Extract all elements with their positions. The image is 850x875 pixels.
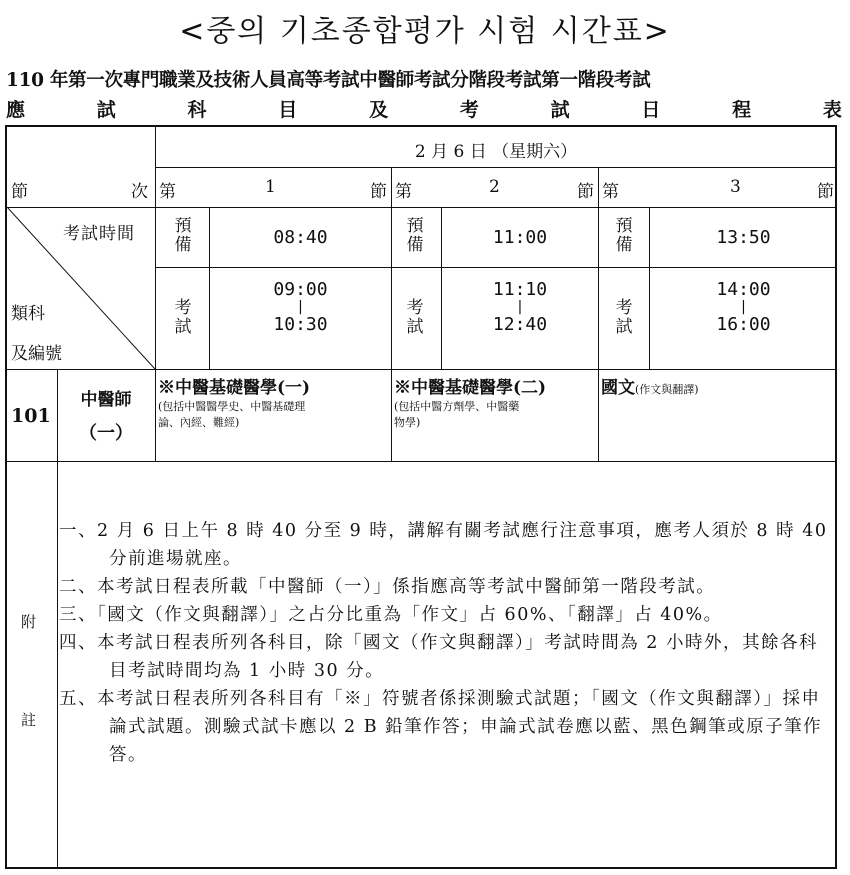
subject-3-title: 國文(作文與翻譯)	[601, 378, 699, 398]
exam-date: 2 月 6 日 （星期六）	[414, 142, 578, 162]
heading-char: 應	[6, 99, 26, 121]
exam-start: 14:00	[716, 279, 771, 300]
period-suffix: 節	[817, 182, 834, 202]
period-prefix: 第	[602, 182, 619, 202]
note-item: 五、本考試日程表所列各科目有「※」符號者係採測驗式試題；「國文（作文與翻譯）」採申論式試題。測驗式試卡應以 2 B 鉛筆作答；申論式試卷應以藍、黑色鋼筆或原子筆作答。	[59, 689, 823, 765]
page-title: <중의 기초종합평가 시험 시간표>	[179, 14, 671, 49]
heading-char: 日	[641, 99, 661, 121]
period-number: 3	[730, 177, 741, 197]
category-name-line2: （一）	[79, 423, 133, 444]
heading-char: 目	[278, 99, 298, 121]
heading-char: 考	[459, 99, 479, 121]
prep-time-2: 11:00	[492, 227, 548, 248]
exam-end: 10:30	[273, 314, 328, 335]
category-name-line1: 中醫師	[80, 390, 132, 410]
table-rule	[7, 461, 837, 462]
time-range-separator: |	[515, 299, 525, 315]
prep-time-3: 13:50	[716, 227, 771, 248]
heading-char: 程	[732, 99, 752, 121]
exam-heading-line2	[6, 95, 842, 123]
exam-end: 16:00	[716, 314, 771, 335]
subject-1-title: ※中醫基礎醫學(一)	[158, 378, 311, 398]
category-label-line1: 類科	[11, 304, 45, 324]
exam-time-1	[210, 279, 391, 335]
subject-2-note: (包括中醫方劑學、中醫藥 物學)	[394, 400, 520, 429]
prep-label: 預 備	[615, 216, 633, 255]
notes-list	[59, 517, 829, 769]
time-label: 考試時間	[63, 224, 135, 244]
table-rule	[598, 167, 599, 461]
exam-start: 09:00	[273, 279, 328, 300]
subject-3-subtitle: (作文與翻譯)	[635, 383, 699, 396]
notes-label-top: 附	[21, 613, 37, 631]
period-3-header	[600, 163, 836, 202]
prep-label: 預 備	[406, 216, 424, 255]
period-label-left: 節	[11, 182, 28, 202]
subject-1-note: (包括中醫醫學史、中醫基礎理 論、內經、難經)	[158, 400, 306, 429]
period-number: 1	[265, 177, 276, 197]
note-item: 一、2 月 6 日上午 8 時 40 分至 9 時，講解有關考試應行注意事項，應考人須於 8 時 40 分前進場就座。	[59, 521, 828, 569]
period-prefix: 第	[395, 182, 412, 202]
heading-char: 試	[96, 99, 116, 121]
category-label-line2: 及編號	[11, 344, 62, 364]
exam-heading-line1: 110 年第一次專門職業及技術人員高等考試中醫師考試分階段考試第一階段考試	[6, 70, 651, 91]
exam-label: 考 試	[615, 298, 633, 337]
category-code: 101	[11, 405, 51, 427]
period-suffix: 節	[577, 182, 594, 202]
period-1-header	[157, 163, 389, 202]
time-range-separator: |	[296, 299, 305, 315]
table-rule	[7, 369, 837, 370]
period-label-right: 次	[131, 182, 148, 202]
table-rule	[391, 167, 392, 461]
exam-start: 11:10	[492, 279, 548, 300]
subject-2-title: ※中醫基礎醫學(二)	[394, 378, 547, 398]
exam-end: 12:40	[492, 314, 548, 335]
exam-time-3	[650, 279, 837, 335]
exam-time-2	[442, 279, 598, 335]
heading-char: 表	[822, 99, 842, 121]
heading-char: 科	[187, 99, 207, 121]
table-rule	[155, 267, 837, 268]
period-2-header	[393, 163, 596, 202]
exam-label: 考 試	[406, 298, 424, 337]
note-item: 二、本考試日程表所載「中醫師（一）」係指應高等考試中醫師第一階段考試。	[59, 577, 716, 597]
period-suffix: 節	[370, 182, 387, 202]
heading-char: 及	[369, 99, 389, 121]
exam-schedule-table	[5, 125, 837, 869]
period-number: 2	[489, 177, 500, 197]
notes-label-bottom: 註	[21, 711, 37, 729]
note-item: 三、「國文（作文與翻譯）」之占分比重為「作文」占 60%、「翻譯」占 40%。	[59, 605, 723, 625]
prep-label: 預 備	[174, 216, 192, 255]
exam-label: 考 試	[174, 298, 192, 337]
prep-time-1: 08:40	[273, 227, 328, 248]
heading-char: 試	[550, 99, 570, 121]
period-prefix: 第	[159, 182, 176, 202]
time-range-separator: |	[739, 299, 748, 315]
note-item: 四、本考試日程表所列各科目，除「國文（作文與翻譯）」考試時間為 2 小時外，其餘各科目考試時間均為 1 小時 30 分。	[59, 633, 819, 681]
